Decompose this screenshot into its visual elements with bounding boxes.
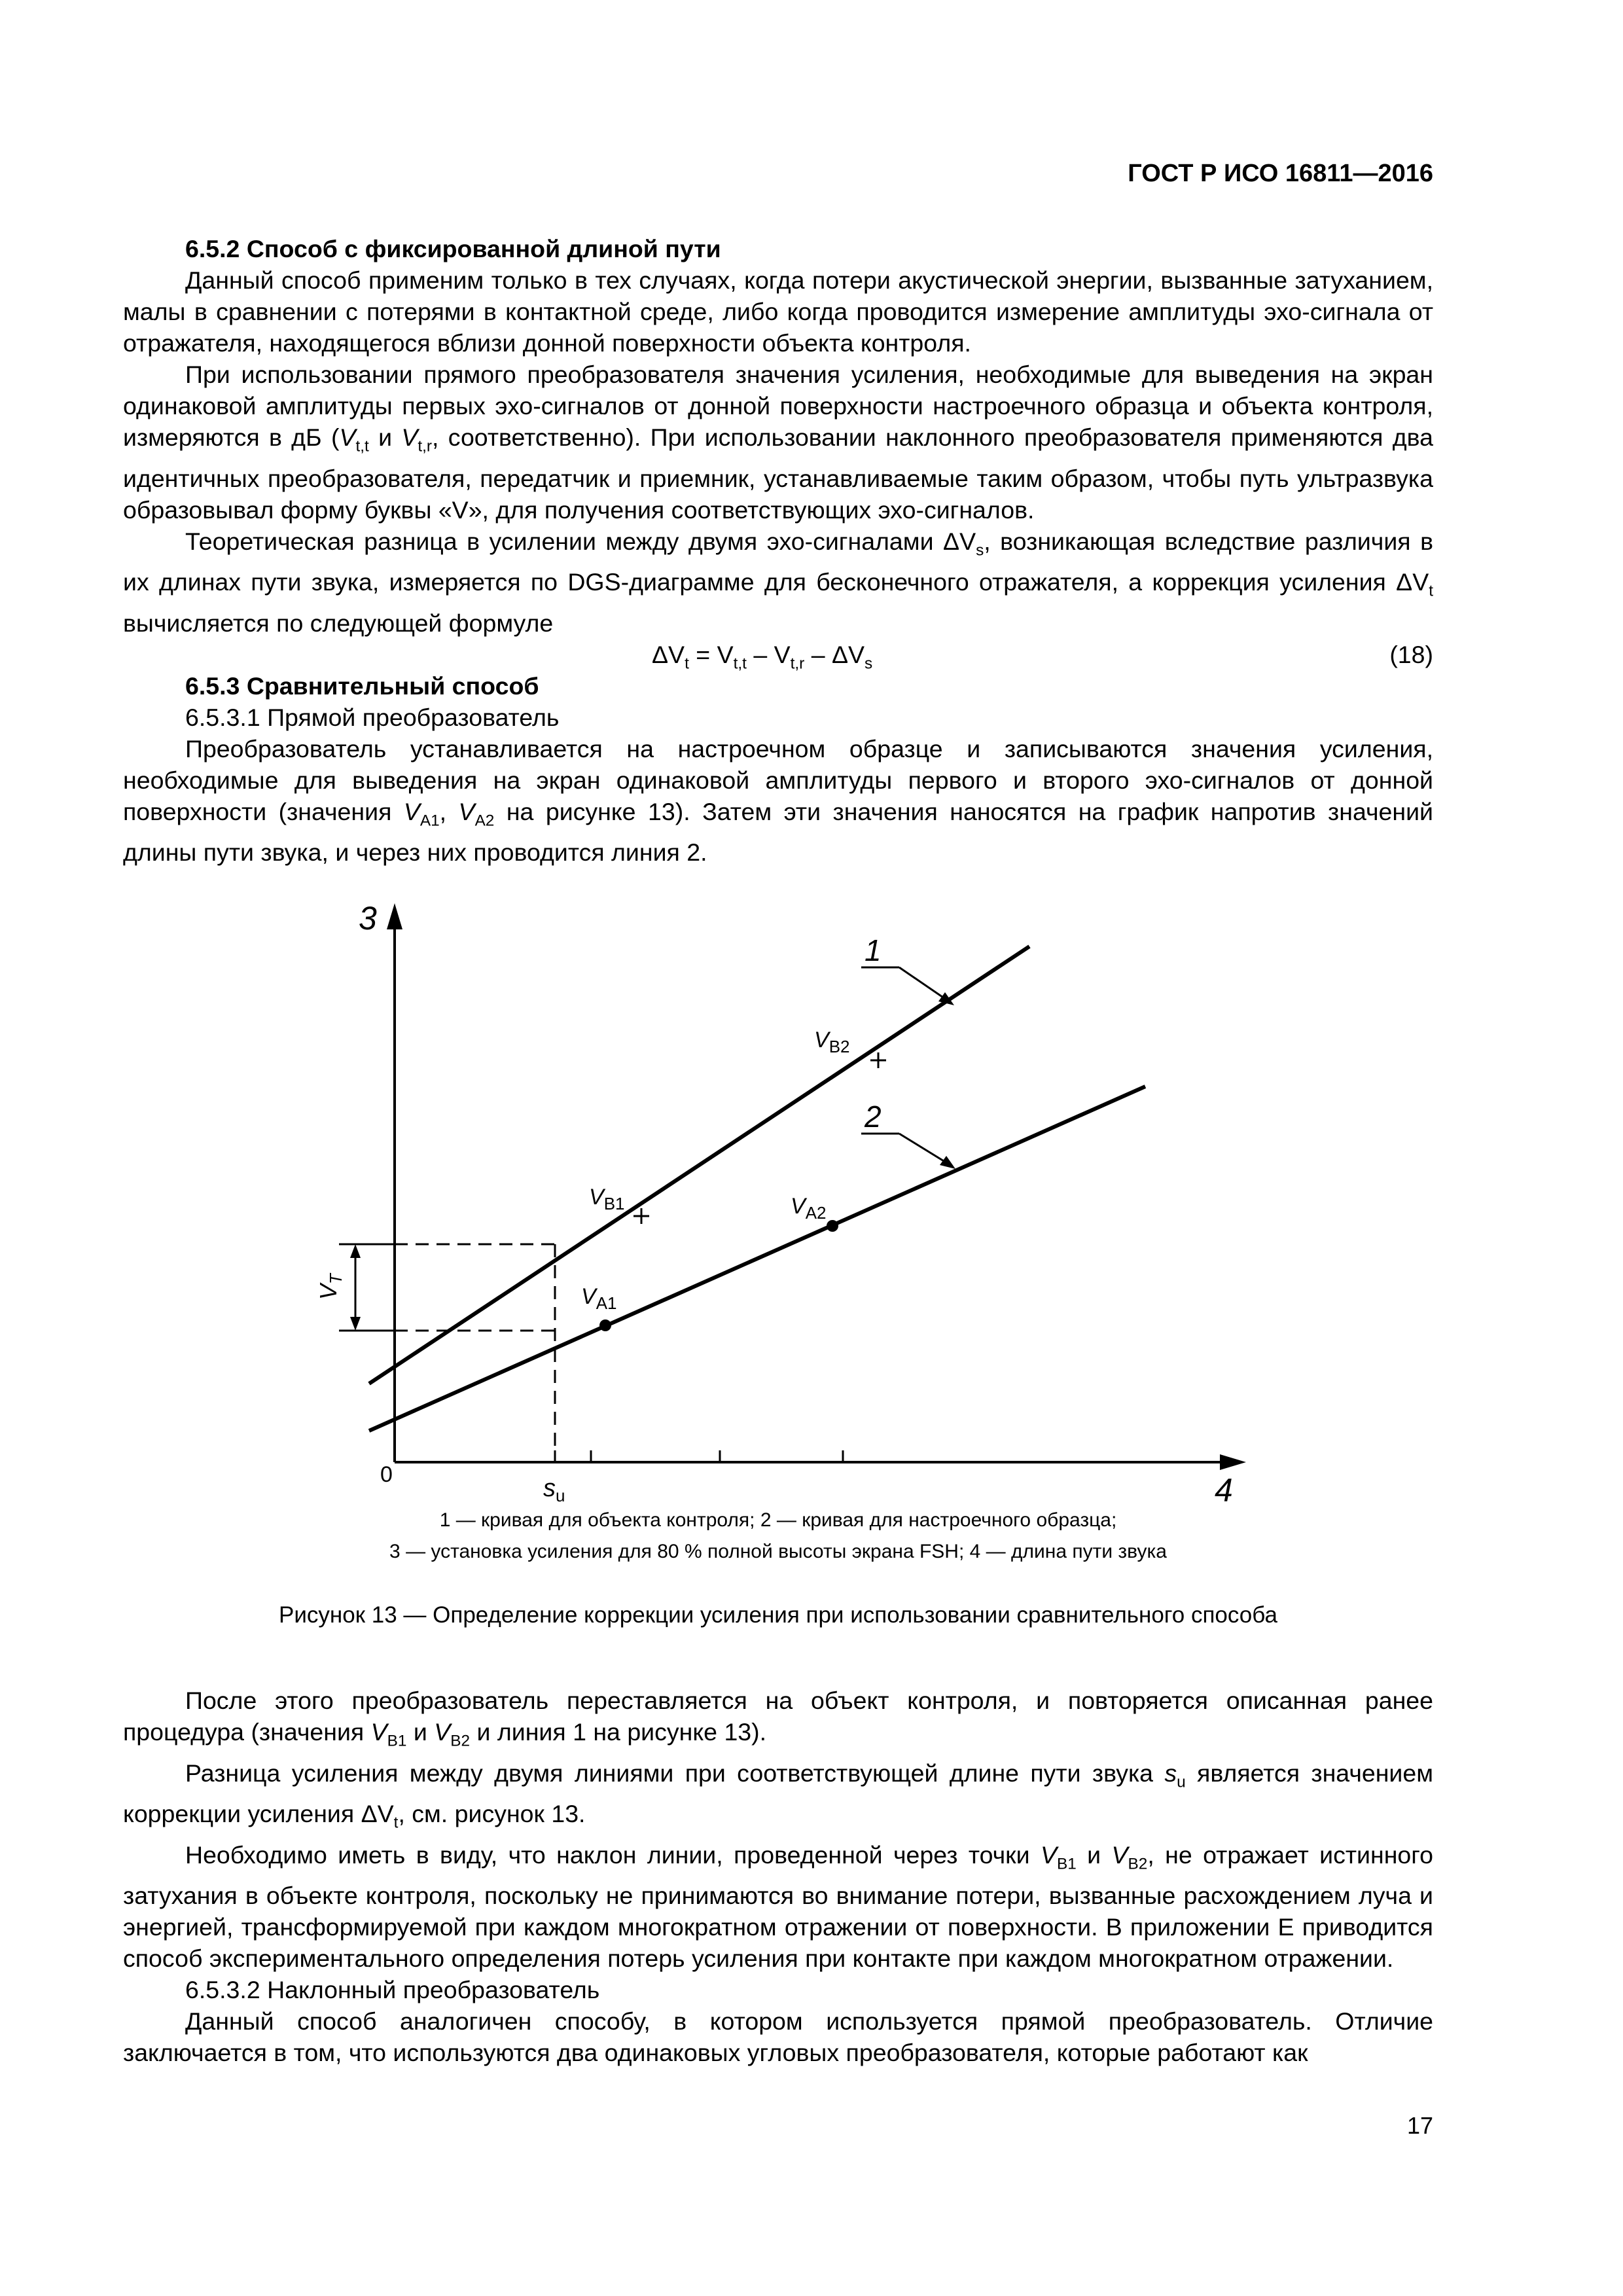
- paragraph: После этого преобразователь переставляется на объект контроля, и повторяется описанная ранее процедура (значения $V_{B1}$ и $V_{B2}$ и линия 1 на рисунке 13).: [123, 1687, 1433, 1750]
- paragraph: При использовании прямого преобразователя значения усиления, необходимые для выведения на экран одинаковой амплитуды первых эхо-сигналов от донной поверхности настроечного образца и объекта контроля, измеряются в дБ ($V_{t,t}$ и $V_{t,r}$, соответственно). При использовании наклонного преобразователя применяются два идентичных преобразователя, передатчик и приемник, устанавливаемые таким образом, чтобы путь ультразвука образовывал форму буквы «V», для получения соответствующих эхо-сигналов.: [123, 361, 1433, 524]
- subsection-6-5-3-1: 6.5.3.1 Прямой преобразователь: [185, 703, 560, 731]
- x-axis-arrow: [1220, 1454, 1246, 1470]
- y-axis-arrow: [387, 903, 402, 929]
- axis-label-3: 3: [359, 900, 377, 937]
- point-va2: [827, 1220, 838, 1232]
- point-vb2: [870, 1052, 886, 1068]
- section-6-5-2-title: 6.5.2 Способ с фиксированной длиной пути: [185, 235, 721, 262]
- subsection-6-5-3-2: 6.5.3.2 Наклонный преобразователь: [185, 1976, 600, 2003]
- line-1: [369, 946, 1029, 1384]
- formula-expression: $\Delta V_t = V_{t,t} - V_{t,r} - \Delta V_s$: [652, 640, 873, 672]
- vt-arrow-up: [350, 1244, 361, 1258]
- figure-13-chart: [123, 899, 1433, 1587]
- figure-legend-line2: 3 — установка усиления для 80 % полной высоты экрана FSH; 4 — длина пути звука: [389, 1541, 1167, 1562]
- origin-label: 0: [380, 1462, 393, 1487]
- label-line-1: 1: [865, 933, 882, 967]
- paragraph: Данный способ аналогичен способу, в котором используется прямой преобразователь. Отличие заключается в том, что используются два одинаковых угловых преобразователя, которые работают как: [123, 2007, 1433, 2066]
- figure-13: [123, 899, 1433, 1587]
- section-6-5-3-title: 6.5.3 Сравнительный способ: [185, 672, 539, 700]
- leader-line-2: [899, 1134, 950, 1165]
- figure-legend-line1: 1 — кривая для объекта контроля; 2 — кривая для настроечного образца;: [439, 1509, 1117, 1531]
- vt-arrow-down: [350, 1317, 361, 1331]
- label-va2: $V_{A2}$: [791, 1194, 827, 1223]
- formula-18: [123, 639, 1433, 670]
- point-va1: [599, 1319, 611, 1331]
- line-2: [369, 1086, 1145, 1431]
- axis-label-4: 4: [1215, 1472, 1233, 1509]
- figure-caption: Рисунок 13 — Определение коррекции усиления при использовании сравнительного способа: [279, 1602, 1277, 1628]
- page-content: [123, 233, 1433, 2068]
- leader-line-1: [899, 967, 949, 1001]
- label-vb2: $V_{B2}$: [814, 1028, 850, 1056]
- paragraph: Разница усиления между двумя линиями при соответствующей длине пути звука $s_u$ является значением коррекции усиления $\Delta V_t$, см. рисунок 13.: [123, 1759, 1433, 1832]
- paragraph: Преобразователь устанавливается на настроечном образце и записываются значения усиления, необходимые для выведения на экран одинаковой амплитуды первого и второго эхо-сигналов от донной поверхности (значения $V_{A1}$, $V_{A2}$ на рисунке 13). Затем эти значения наносятся на график напротив значений длины пути звука, и через них проводится линия 2.: [123, 734, 1433, 866]
- standard-header: ГОСТ Р ИСО 16811—2016: [1128, 160, 1433, 187]
- paragraph: Теоретическая разница в усилении между двумя эхо-сигналами $\Delta V_s$, возникающая вследствие различия в их длинах пути звука, измеряется по DGS-диаграмме для бесконечного отражателя, а коррекция усиления $\Delta V_t$ вычисляется по следующей формуле: [123, 527, 1433, 637]
- page-number: 17: [1406, 2112, 1433, 2139]
- label-va1: $V_{A1}$: [581, 1284, 617, 1313]
- label-vb1: $V_{B1}$: [589, 1185, 625, 1213]
- paragraph: Необходимо иметь в виду, что наклон линии, проведенной через точки $V_{B1}$ и $V_{B2}$, не отражает истинного затухания в объекте контроля, поскольку не принимаются во внимание потери, вызванные расхождением луча и энергией, трансформируемой при каждом многократном отражении от поверхности. В приложении Е приводится способ экспериментального определения потерь усиления при контакте при каждом многократном отражении.: [123, 1840, 1433, 1972]
- paragraph: Данный способ применим только в тех случаях, когда потери акустической энергии, вызванные затуханием, малы в сравнении с потерями в контактной среде, либо когда проводится измерение амплитуды эхо-сигнала от отражателя, находящегося вблизи донной поверхности объекта контроля.: [123, 266, 1433, 357]
- su-label: $s_u$: [543, 1475, 565, 1505]
- formula-number: (18): [1389, 640, 1433, 668]
- label-line-2: 2: [865, 1100, 882, 1134]
- vt-label: $V_T$: [315, 1274, 346, 1300]
- point-vb1: [633, 1208, 649, 1224]
- leader-line-2-arrow: [940, 1156, 955, 1169]
